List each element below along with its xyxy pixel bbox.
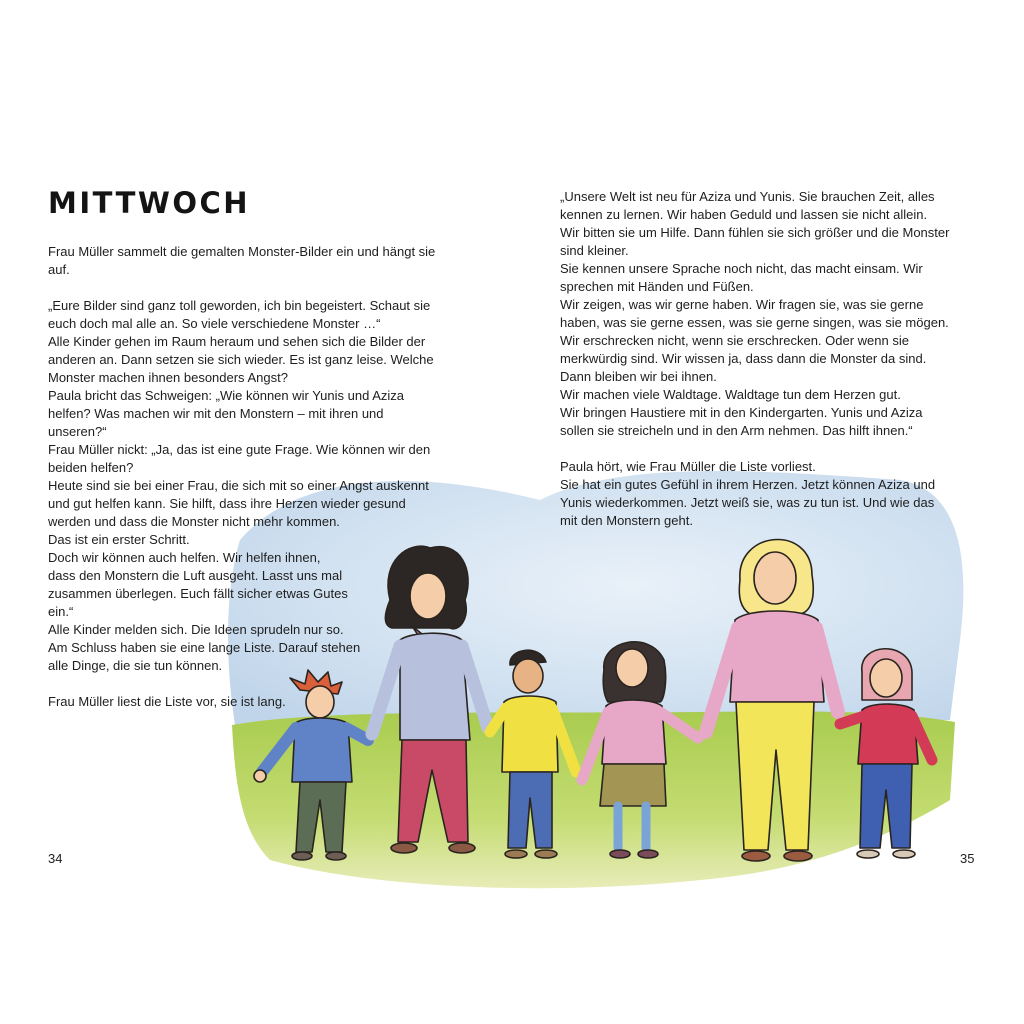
text-line: Frau Müller sammelt die gemalten Monster-Bilder ein und hängt sie	[48, 244, 436, 259]
text-line: Monster machen ihnen besonders Angst?	[48, 370, 288, 385]
text-line: Alle Kinder gehen im Raum heraum und sehen sich die Bilder der	[48, 334, 426, 349]
page-number-left: 34	[48, 851, 63, 866]
text-line: euch doch mal alle an. So viele verschiedene Monster …“	[48, 316, 381, 331]
text-line: sind kleiner.	[560, 243, 629, 258]
text-line: dass den Monstern die Luft ausgeht. Lasst uns mal	[48, 568, 343, 583]
text-line: sprechen mit Händen und Füßen.	[560, 279, 754, 294]
text-line: „Eure Bilder sind ganz toll geworden, ich bin begeistert. Schaut sie	[48, 298, 431, 313]
text-line: Das ist ein erster Schritt.	[48, 532, 190, 547]
text-line: Wir bringen Haustiere mit in den Kindergarten. Yunis und Aziza	[560, 405, 923, 420]
text-line: Wir erschrecken nicht, wenn sie erschrecken. Oder wenn sie	[560, 333, 909, 348]
text-line: Heute sind sie bei einer Frau, die sich mit so einer Angst auskennt	[48, 478, 429, 493]
text-line: Alle Kinder melden sich. Die Ideen sprudeln nur so.	[48, 622, 344, 637]
text-line: ein.“	[48, 604, 74, 619]
text-line: beiden helfen?	[48, 460, 134, 475]
left-page-text	[48, 243, 468, 711]
text-line: „Unsere Welt ist neu für Aziza und Yunis. Sie brauchen Zeit, alles	[560, 189, 935, 204]
text-line: haben, was sie gerne essen, was sie gerne singen, was sie mögen.	[560, 315, 949, 330]
right-page-text	[560, 188, 980, 530]
text-line: auf.	[48, 262, 70, 277]
text-line: zusammen überlegen. Euch fällt sicher etwas Gutes	[48, 586, 348, 601]
text-line: Doch wir können auch helfen. Wir helfen ihnen,	[48, 550, 321, 565]
text-line: werden und dass die Monster nicht mehr kommen.	[48, 514, 340, 529]
text-line: Paula hört, wie Frau Müller die Liste vorliest.	[560, 459, 816, 474]
text-line: Frau Müller nickt: „Ja, das ist eine gute Frage. Wie können wir den	[48, 442, 431, 457]
chapter-heading: MITTWOCH	[48, 186, 251, 220]
text-line: Wir machen viele Waldtage. Waldtage tun dem Herzen gut.	[560, 387, 901, 402]
text-line: Frau Müller liest die Liste vor, sie ist lang.	[48, 694, 286, 709]
text-line: mit den Monstern geht.	[560, 513, 693, 528]
text-line: Yunis wiederkommen. Jetzt weiß sie, was zu tun ist. Und wie das	[560, 495, 935, 510]
text-line: Dann bleiben wir bei ihnen.	[560, 369, 717, 384]
text-line: anderen an. Dann setzen sie sich wieder. Es ist ganz leise. Welche	[48, 352, 434, 367]
text-line: Am Schluss haben sie eine lange Liste. Darauf stehen	[48, 640, 361, 655]
text-line: und gut helfen kann. Sie hilft, dass ihre Herzen wieder gesund	[48, 496, 406, 511]
text-line: Wir bitten sie um Hilfe. Dann fühlen sie sich größer und die Monster	[560, 225, 950, 240]
page-number-right: 35	[960, 851, 975, 866]
text-line: helfen? Was machen wir mit den Monstern – mit ihren und	[48, 406, 384, 421]
text-line: Paula bricht das Schweigen: „Wie können wir Yunis und Aziza	[48, 388, 405, 403]
text-line: merkwürdig sind. Wir wissen ja, dass dann die Monster da sind.	[560, 351, 927, 366]
text-line: sollen sie streicheln und in den Arm nehmen. Das hilft ihnen.“	[560, 423, 913, 438]
text-line: Sie hat ein gutes Gefühl in ihrem Herzen. Jetzt können Aziza und	[560, 477, 936, 492]
text-line: kennen zu lernen. Wir haben Geduld und lassen sie nicht allein.	[560, 207, 928, 222]
text-line: Sie kennen unsere Sprache noch nicht, das macht einsam. Wir	[560, 261, 923, 276]
text-line: Wir zeigen, was wir gerne haben. Wir fragen sie, was sie gerne	[560, 297, 924, 312]
text-line: unseren?“	[48, 424, 107, 439]
text-line: alle Dinge, die sie tun können.	[48, 658, 223, 673]
